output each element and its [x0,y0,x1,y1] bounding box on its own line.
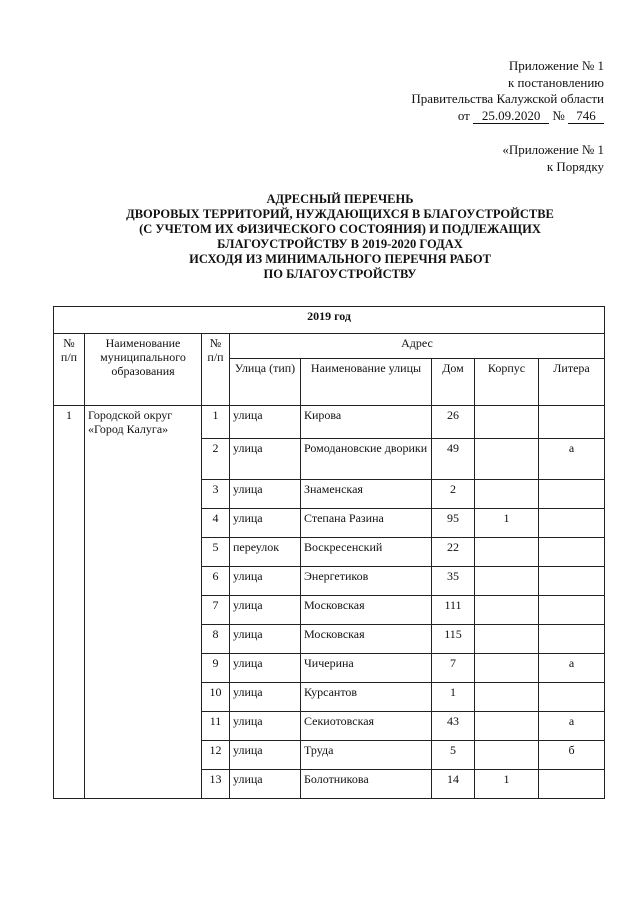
street-name: Ромодановские дворики [301,439,432,480]
row-num: 10 [202,683,230,712]
government-label: Правительства Калужской области [411,91,604,106]
street-type: улица [230,741,301,770]
street-type: улица [230,509,301,538]
letter [539,509,605,538]
street-name: Секиотовская [301,712,432,741]
order-label: к Порядку [546,158,604,174]
house: 111 [432,596,475,625]
header-house: Дом [432,359,475,406]
resolution-number: 746 [568,109,604,124]
house: 35 [432,567,475,596]
row-num: 3 [202,480,230,509]
title-line: АДРЕСНЫЙ ПЕРЕЧЕНЬ [266,192,414,206]
street-type: улица [230,480,301,509]
letter: а [539,712,605,741]
building: 1 [475,509,539,538]
row-num: 8 [202,625,230,654]
title-line: ИСХОДЯ ИЗ МИНИМАЛЬНОГО ПЕРЕЧНЯ РАБОТ [189,252,491,266]
header-letter: Литера [539,359,605,406]
group-num: 1 [54,406,85,799]
house: 95 [432,509,475,538]
street-type: улица [230,654,301,683]
row-num: 12 [202,741,230,770]
letter [539,625,605,654]
title-line: ПО БЛАГОУСТРОЙСТВУ [263,267,417,281]
letter: б [539,741,605,770]
building [475,596,539,625]
house: 26 [432,406,475,439]
header-street-type: Улица (тип) [230,359,301,406]
date-prefix: от [457,107,470,123]
letter: а [539,654,605,683]
street-name: Знаменская [301,480,432,509]
order-appendix-label: «Приложение № 1 [502,142,604,157]
house: 49 [432,439,475,480]
title-line: БЛАГОУСТРОЙСТВУ В 2019-2020 ГОДАХ [217,237,463,251]
year-cell: 2019 год [54,307,605,334]
building [475,683,539,712]
appendix-label: Приложение № 1 [508,58,604,73]
street-name: Чичерина [301,654,432,683]
header-row [54,334,605,359]
building [475,712,539,741]
building [475,625,539,654]
building [475,406,539,439]
row-num: 4 [202,509,230,538]
letter [539,538,605,567]
row-num: 7 [202,596,230,625]
letter [539,567,605,596]
row-num: 9 [202,654,230,683]
row-num: 1 [202,406,230,439]
header-building: Корпус [475,359,539,406]
header-municipality: Наименование муниципального образования [85,334,202,406]
appendix-header [411,58,604,124]
house: 22 [432,538,475,567]
row-num: 2 [202,439,230,480]
house: 115 [432,625,475,654]
header-street-name: Наименование улицы [301,359,432,406]
resolution-label: к постановлению [507,74,604,90]
row-num: 11 [202,712,230,741]
street-name: Московская [301,625,432,654]
house: 1 [432,683,475,712]
street-type: улица [230,712,301,741]
year-row [54,307,605,334]
order-appendix-header [502,142,604,175]
header-num2: № п/п [202,334,230,406]
building [475,439,539,480]
street-name: Болотникова [301,770,432,799]
street-name: Воскресенский [301,538,432,567]
title-line: (С УЧЕТОМ ИХ ФИЗИЧЕСКОГО СОСТОЯНИЯ) И ПОДЛЕЖАЩИХ [139,222,541,236]
street-name: Труда [301,741,432,770]
building [475,567,539,596]
house: 2 [432,480,475,509]
title-line: ДВОРОВЫХ ТЕРРИТОРИЙ, НУЖДАЮЩИХСЯ В БЛАГОУСТРОЙСТВЕ [126,207,554,221]
street-name: Энергетиков [301,567,432,596]
street-type: улица [230,567,301,596]
header-num: № п/п [54,334,85,406]
resolution-date: 25.09.2020 [473,109,549,124]
building [475,741,539,770]
street-type: улица [230,625,301,654]
house: 5 [432,741,475,770]
street-type: переулок [230,538,301,567]
street-type: улица [230,596,301,625]
row-num: 13 [202,770,230,799]
number-sign: № [552,107,565,123]
table-row [54,406,605,439]
group-municipality: Городской округ «Город Калуга» [85,406,202,799]
street-type: улица [230,439,301,480]
address-table [53,306,605,799]
house: 7 [432,654,475,683]
header-address: Адрес [230,334,605,359]
document-title [60,192,620,282]
row-num: 5 [202,538,230,567]
letter [539,596,605,625]
date-line [458,108,604,125]
house: 14 [432,770,475,799]
house: 43 [432,712,475,741]
letter [539,406,605,439]
letter [539,683,605,712]
street-name: Степана Разина [301,509,432,538]
street-type: улица [230,770,301,799]
letter [539,770,605,799]
street-name: Кирова [301,406,432,439]
building: 1 [475,770,539,799]
street-type: улица [230,683,301,712]
street-type: улица [230,406,301,439]
building [475,538,539,567]
letter: а [539,439,605,480]
building [475,654,539,683]
row-num: 6 [202,567,230,596]
letter [539,480,605,509]
building [475,480,539,509]
street-name: Московская [301,596,432,625]
street-name: Курсантов [301,683,432,712]
